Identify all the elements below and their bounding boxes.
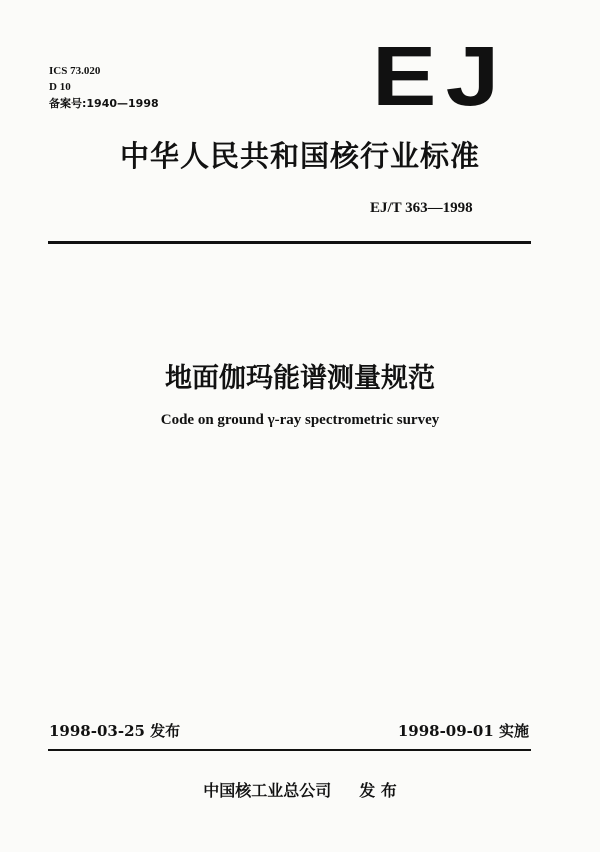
- ej-logo: EJ: [372, 29, 509, 123]
- ics-number: ICS 73.020: [49, 65, 101, 77]
- publisher-action: 发 布: [359, 781, 397, 800]
- publisher: [100, 778, 500, 801]
- standard-code: EJ/T 363—1998: [370, 200, 473, 216]
- header-divider: [48, 241, 531, 244]
- standard-title: 中华人民共和国核行业标准: [119, 139, 480, 173]
- issue-date: 1998-03-25 发布: [49, 722, 181, 740]
- classification-code: D 10: [49, 81, 71, 93]
- document-title-zh: 地面伽玛能谱测量规范: [165, 363, 435, 394]
- record-number: 备案号:1940—1998: [49, 97, 159, 110]
- document-title-en: Code on ground γ-ray spectrometric survey: [160, 412, 440, 428]
- footer-divider: [48, 749, 531, 751]
- effective-date: 1998-09-01 实施: [397, 722, 529, 740]
- publisher-name: 中国核工业总公司: [203, 781, 332, 800]
